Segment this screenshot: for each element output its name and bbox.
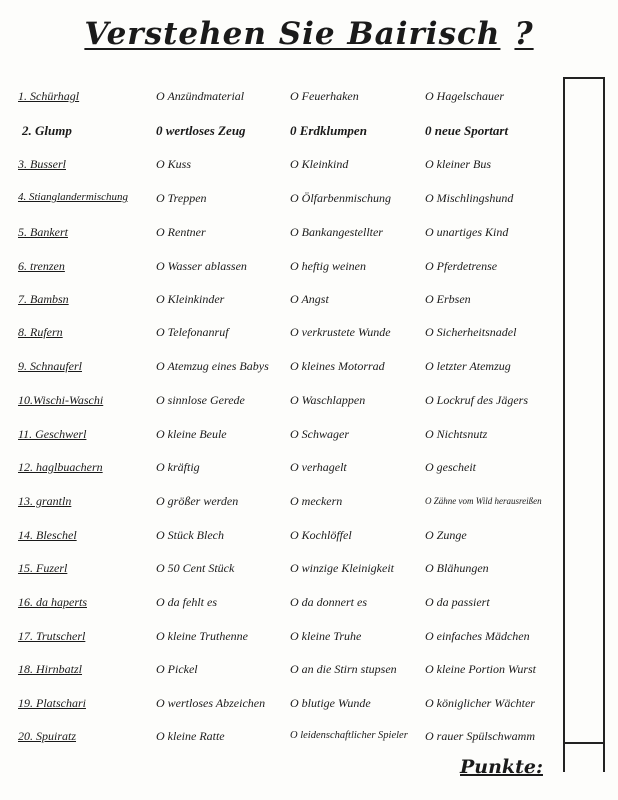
option-3[interactable]: O Sicherheitsnadel <box>425 325 517 339</box>
quiz-row-3 <box>0 157 560 179</box>
quiz-row-10 <box>0 393 560 415</box>
answer-column-box <box>563 77 605 772</box>
term: 13. grantln <box>18 494 72 508</box>
option-2[interactable]: O Feuerhaken <box>290 89 359 103</box>
quiz-row-13 <box>0 494 560 516</box>
option-2[interactable]: O blutige Wunde <box>290 696 371 710</box>
term: 7. Bambsn <box>18 292 69 306</box>
option-2[interactable]: O verkrustete Wunde <box>290 325 391 339</box>
option-3[interactable]: O gescheit <box>425 460 476 474</box>
option-3[interactable]: O einfaches Mädchen <box>425 629 530 643</box>
option-2[interactable]: O meckern <box>290 494 343 508</box>
option-3[interactable]: O kleiner Bus <box>425 157 491 171</box>
option-2[interactable]: O da donnert es <box>290 595 367 609</box>
term: 6. trenzen <box>18 259 65 273</box>
option-2[interactable]: 0 Erdklumpen <box>290 123 367 138</box>
quiz-row-12 <box>0 460 560 482</box>
term: 16. da haperts <box>18 595 87 609</box>
term: 8. Rufern <box>18 325 63 339</box>
quiz-row-1 <box>0 89 560 111</box>
term: 2. Glump <box>22 123 72 138</box>
option-2[interactable]: O Bankangestellter <box>290 225 383 239</box>
option-3[interactable]: O Erbsen <box>425 292 471 306</box>
term: 19. Platschari <box>18 696 86 710</box>
term: 17. Trutscherl <box>18 629 86 643</box>
option-3[interactable]: O Lockruf des Jägers <box>425 393 528 407</box>
quiz-row-18 <box>0 662 560 684</box>
quiz-row-17 <box>0 629 560 651</box>
option-1[interactable]: O wertloses Abzeichen <box>156 696 266 710</box>
answer-column-baseline <box>563 742 605 744</box>
option-2[interactable]: O Waschlappen <box>290 393 366 407</box>
term: 12. haglbuachern <box>18 460 103 474</box>
term: 1. Schürhagl <box>18 89 80 103</box>
option-1[interactable]: O Telefonanruf <box>156 325 229 339</box>
term: 20. Spuiratz <box>18 729 77 743</box>
option-2[interactable]: O kleines Motorrad <box>290 359 385 373</box>
option-3[interactable]: O unartiges Kind <box>425 225 509 239</box>
option-1[interactable]: 0 wertloses Zeug <box>156 123 246 138</box>
term: 14. Bleschel <box>18 528 77 542</box>
option-3[interactable]: O Zunge <box>425 528 467 542</box>
term: 15. Fuzerl <box>18 561 68 575</box>
option-1[interactable]: O Anzündmaterial <box>156 89 245 103</box>
page-title <box>0 16 618 52</box>
option-1[interactable]: O kräftig <box>156 460 200 474</box>
option-2[interactable]: O heftig weinen <box>290 259 366 273</box>
term: 4. Stianglandermischung <box>18 191 128 203</box>
term: 11. Geschwerl <box>18 427 87 441</box>
quiz-row-15 <box>0 561 560 583</box>
option-1[interactable]: O kleine Ratte <box>156 729 225 743</box>
title-question-mark: ? <box>514 16 534 52</box>
option-3[interactable]: O letzter Atemzug <box>425 359 511 373</box>
option-1[interactable]: O da fehlt es <box>156 595 217 609</box>
option-1[interactable]: O 50 Cent Stück <box>156 561 235 575</box>
option-1[interactable]: O größer werden <box>156 494 239 508</box>
option-3[interactable]: O königlicher Wächter <box>425 696 535 710</box>
option-3[interactable]: O da passiert <box>425 595 490 609</box>
option-2[interactable]: O winzige Kleinigkeit <box>290 561 394 575</box>
term: 10.Wischi-Waschi <box>18 393 104 407</box>
option-3[interactable]: O rauer Spülschwamm <box>425 729 535 743</box>
option-3[interactable]: O Pferdetrense <box>425 259 498 273</box>
option-2[interactable]: O kleine Truhe <box>290 629 362 643</box>
quiz-row-11 <box>0 427 560 449</box>
option-2[interactable]: O Kleinkind <box>290 157 349 171</box>
score-label: Punkte: <box>460 756 543 778</box>
option-1[interactable]: O kleine Truthenne <box>156 629 248 643</box>
option-1[interactable]: O Atemzug eines Babys <box>156 359 269 373</box>
quiz-row-5 <box>0 225 560 247</box>
quiz-row-14 <box>0 528 560 550</box>
option-1[interactable]: O Treppen <box>156 191 207 205</box>
option-2[interactable]: O an die Stirn stupsen <box>290 662 397 676</box>
option-2[interactable]: O verhagelt <box>290 460 347 474</box>
quiz-row-8 <box>0 325 560 347</box>
quiz-row-4 <box>0 191 560 213</box>
quiz-row-7 <box>0 292 560 314</box>
term: 5. Bankert <box>18 225 68 239</box>
option-2[interactable]: O leidenschaftlicher Spieler <box>290 730 408 741</box>
option-1[interactable]: O Kuss <box>156 157 192 171</box>
option-3[interactable]: O Hagelschauer <box>425 89 504 103</box>
quiz-row-2 <box>0 123 560 145</box>
option-1[interactable]: O Wasser ablassen <box>156 259 247 273</box>
option-1[interactable]: O Rentner <box>156 225 206 239</box>
term: 9. Schnauferl <box>18 359 82 373</box>
option-2[interactable]: O Kochlöffel <box>290 528 352 542</box>
quiz-row-9 <box>0 359 560 381</box>
option-3[interactable]: 0 neue Sportart <box>425 123 509 138</box>
option-1[interactable]: O Kleinkinder <box>156 292 225 306</box>
quiz-row-20 <box>0 729 560 751</box>
option-1[interactable]: O Stück Blech <box>156 528 224 542</box>
option-1[interactable]: O kleine Beule <box>156 427 227 441</box>
term: 18. Hirnbatzl <box>18 662 83 676</box>
option-2[interactable]: O Schwager <box>290 427 349 441</box>
option-3[interactable]: O Zähne vom Wild herausreißen <box>425 496 542 506</box>
option-3[interactable]: O Blähungen <box>425 561 489 575</box>
option-2[interactable]: O Ölfarbenmischung <box>290 191 391 205</box>
option-3[interactable]: O Nichtsnutz <box>425 427 488 441</box>
option-3[interactable]: O kleine Portion Wurst <box>425 662 536 676</box>
option-2[interactable]: O Angst <box>290 292 329 306</box>
option-1[interactable]: O sinnlose Gerede <box>156 393 245 407</box>
quiz-row-6 <box>0 259 560 281</box>
option-1[interactable]: O Pickel <box>156 662 198 676</box>
option-3[interactable]: O Mischlingshund <box>425 191 514 205</box>
title-text: Verstehen Sie Bairisch <box>84 16 501 52</box>
quiz-row-16 <box>0 595 560 617</box>
term: 3. Busserl <box>18 157 66 171</box>
quiz-row-19 <box>0 696 560 718</box>
